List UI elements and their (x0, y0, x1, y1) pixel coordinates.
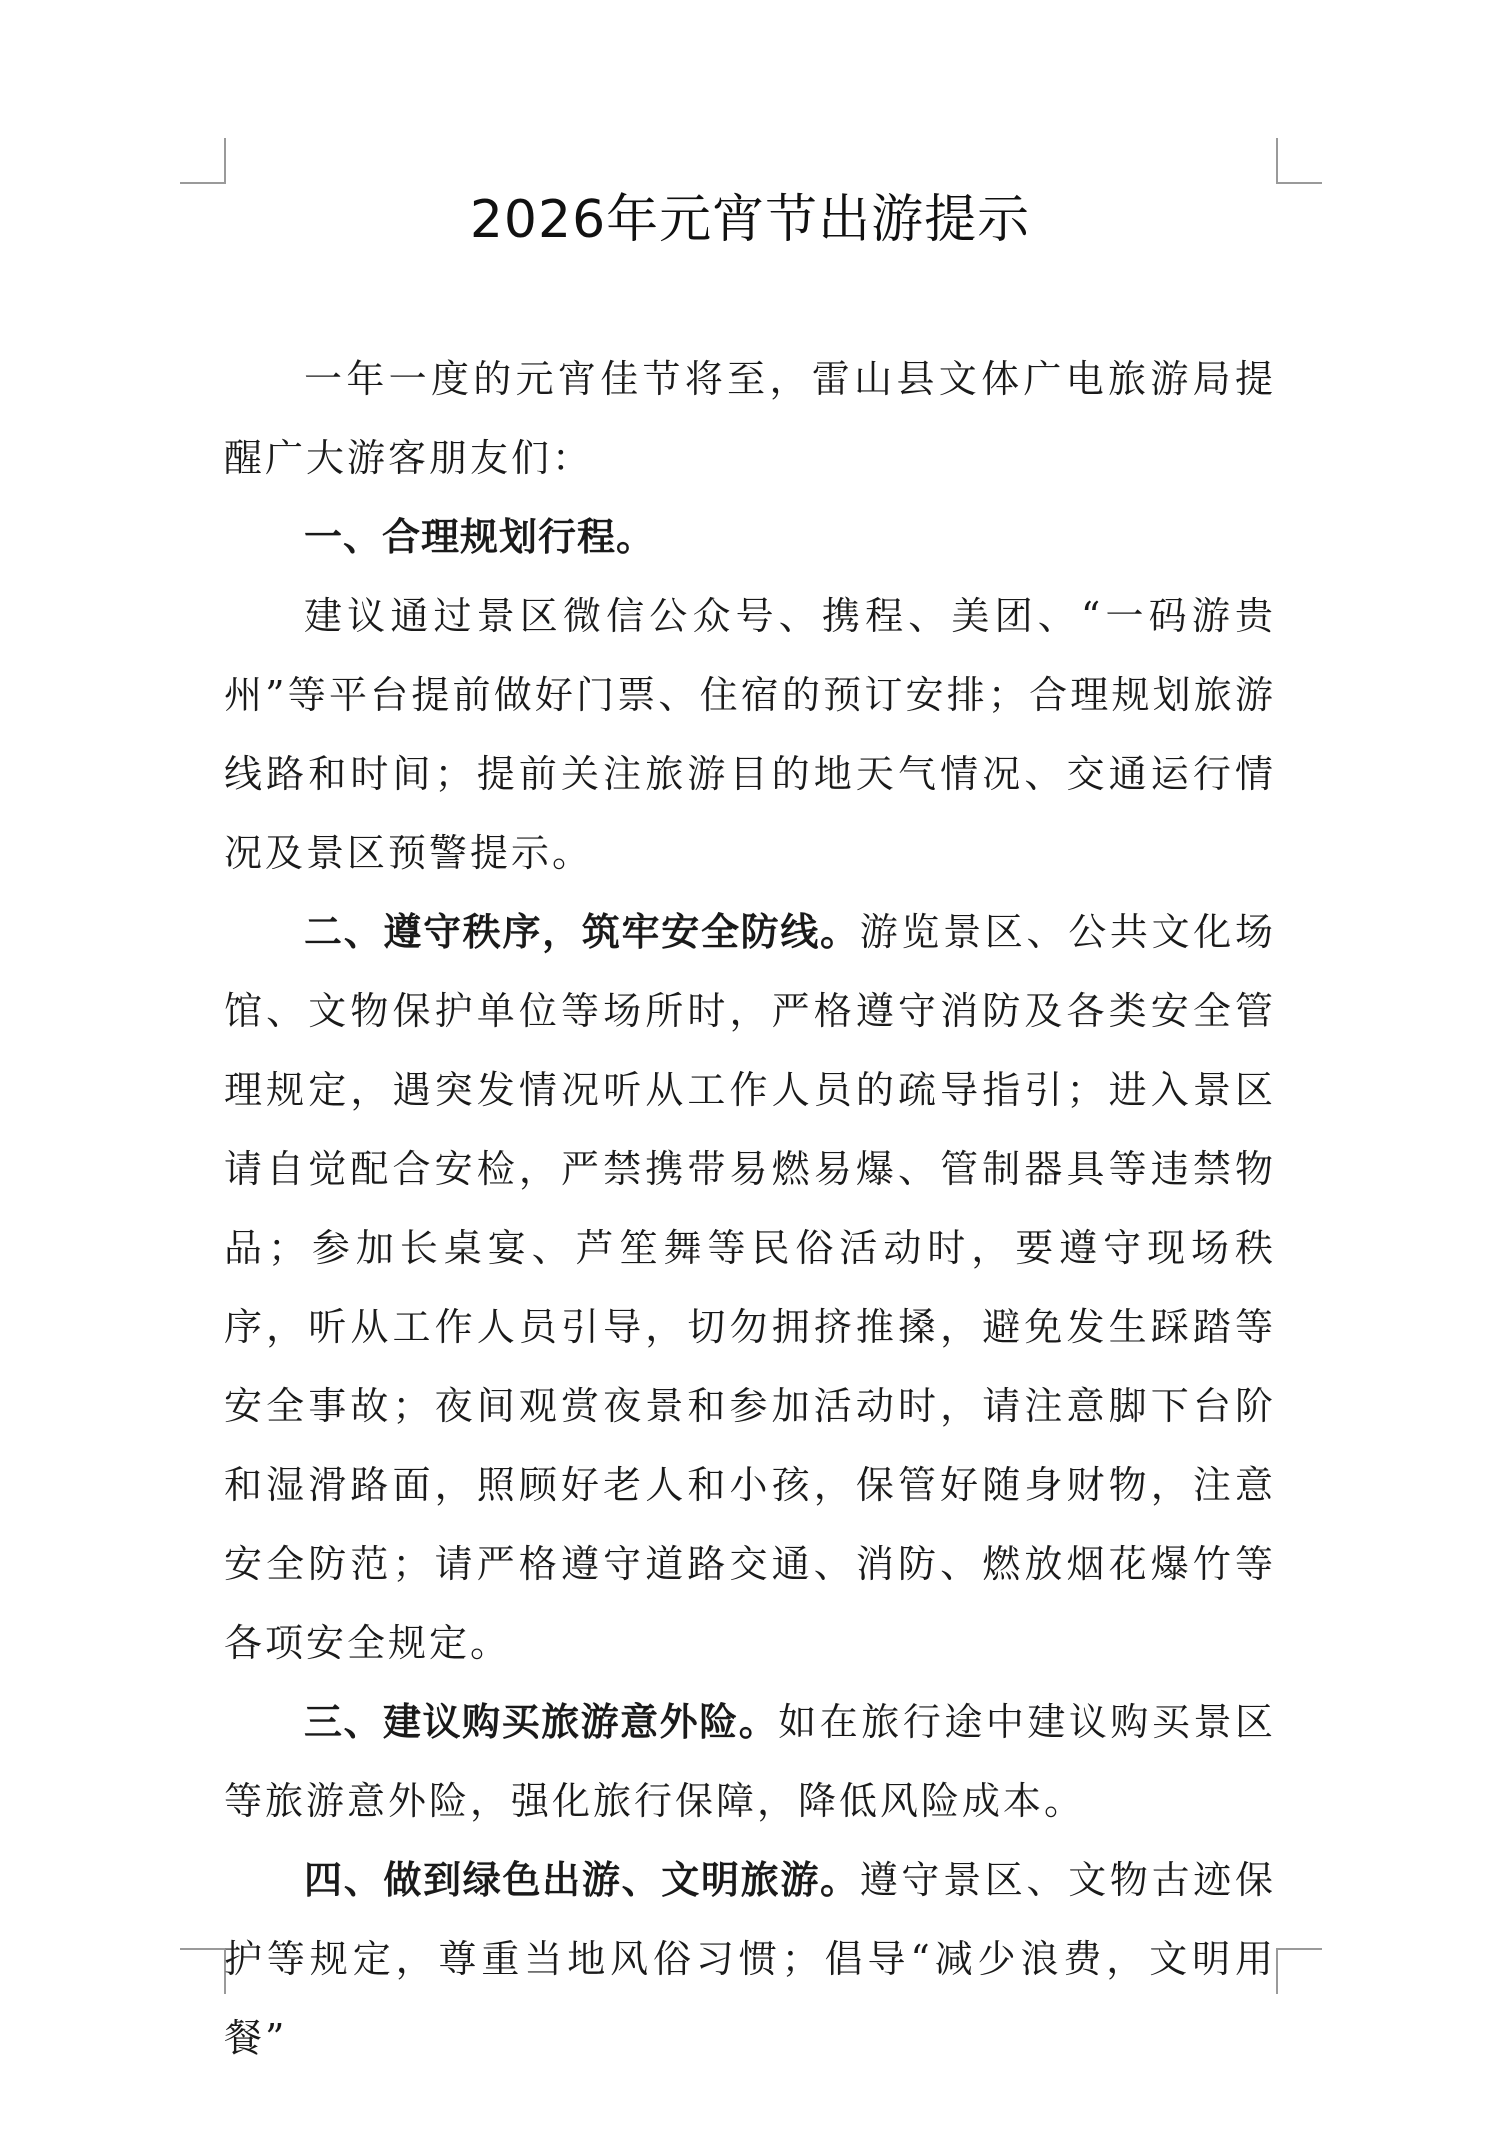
section-text: 建议通过景区微信公众号、携程、美团、“一码游贵州”等平台提前做好门票、住宿的预订安排；合理规划旅游线路和时间；提前关注旅游目的地天气情况、交通运行情况及景区预警提示。 (224, 594, 1276, 875)
section-paragraph-1 (224, 498, 1276, 577)
section-text: 如在旅行途中建议购买景区等旅游意外险，强化旅行保障，降低风险成本。 (224, 1700, 1276, 1823)
section-text: 遵守景区、文物古迹保护等规定，尊重当地风俗习惯；倡导“减少浪费，文明用餐” (224, 1858, 1276, 2060)
section-paragraph-3 (224, 1683, 1276, 1841)
section-heading: 三、建议购买旅游意外险。 (304, 1700, 779, 1744)
section-heading: 二、遵守秩序，筑牢安全防线。 (304, 910, 860, 954)
document-title: 2026年元宵节出游提示 (469, 190, 1031, 250)
crop-mark-bottom-right (1276, 1948, 1322, 1994)
section-paragraph-4 (224, 1841, 1276, 2078)
section-paragraph-2 (224, 893, 1276, 1683)
section-text: 游览景区、公共文化场馆、文物保护单位等场所时，严格遵守消防及各类安全管理规定，遇突发情况听从工作人员的疏导指引；进入景区请自觉配合安检，严禁携带易燃易爆、管制器具等违禁物品；参加长桌宴、芦笙舞等民俗活动时，要遵守现场秩序，听从工作人员引导，切勿拥挤推搡，避免发生踩踏等安全事故；夜间观赏夜景和参加活动时，请注意脚下台阶和湿滑路面，照顾好老人和小孩，保管好随身财物，注意安全防范；请严格遵守道路交通、消防、燃放烟花爆竹等各项安全规定。 (224, 910, 1276, 1665)
section-heading: 四、做到绿色出游、文明旅游。 (304, 1858, 860, 1902)
crop-mark-top-right (1276, 138, 1322, 184)
document-body (224, 340, 1276, 2078)
crop-mark-bottom-left (180, 1948, 226, 1994)
section-paragraph-1-detail (224, 577, 1276, 893)
crop-mark-top-left (180, 138, 226, 184)
intro-paragraph: 一年一度的元宵佳节将至，雷山县文体广电旅游局提醒广大游客朋友们： (224, 357, 1276, 480)
section-heading: 一、合理规划行程。 (304, 515, 656, 559)
